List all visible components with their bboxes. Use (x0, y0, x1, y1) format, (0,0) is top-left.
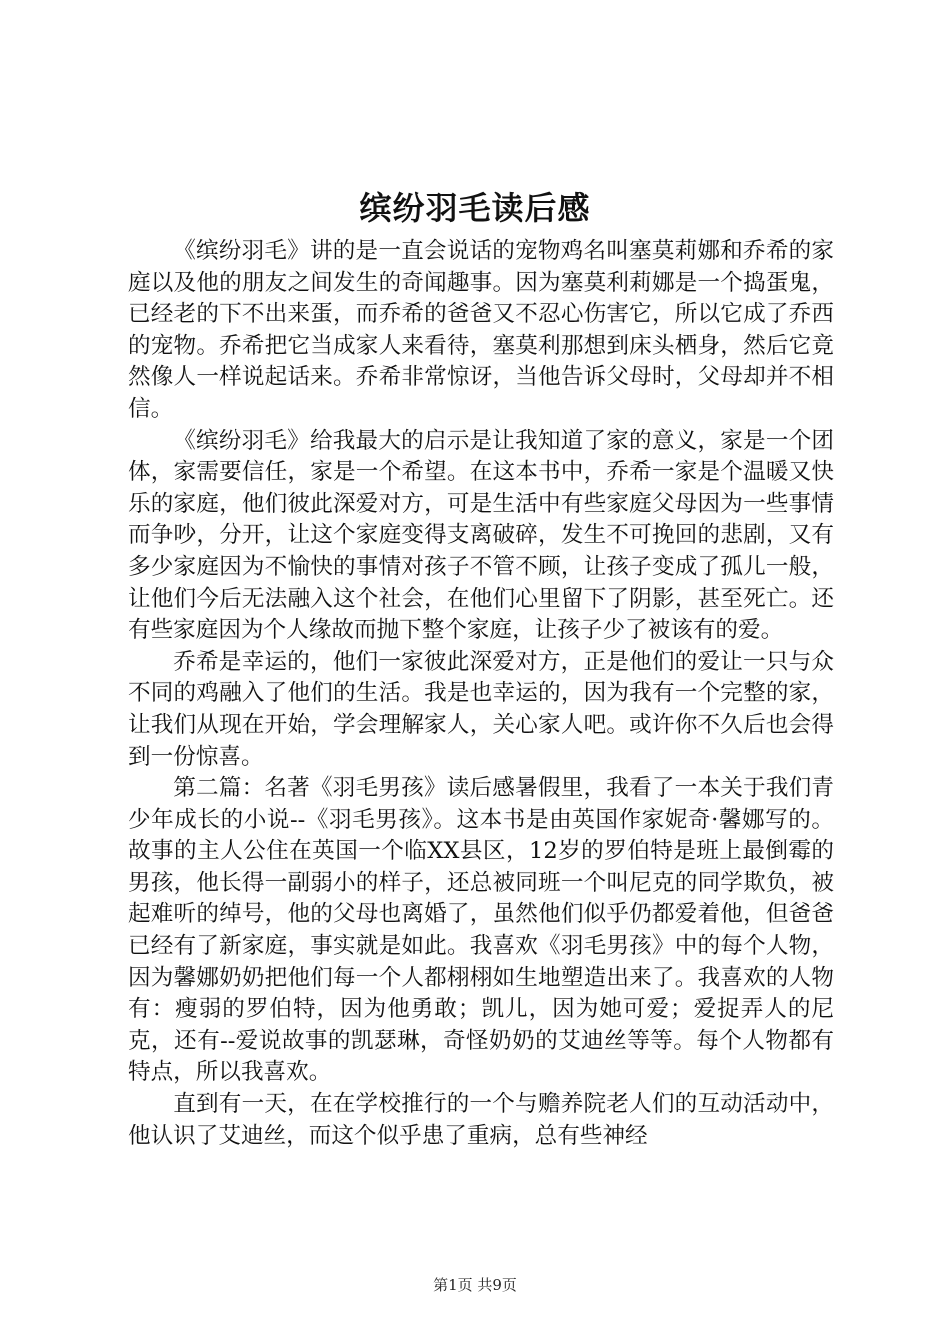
paragraph-3: 乔希是幸运的，他们一家彼此深爱对方，正是他们的爱让一只与众不同的鸡融入了他们的生活。我是也幸运的，因为我有一个完整的家，让我们从现在开始，学会理解家人，关心家人吧。或许你不久后也会得到一份惊喜。 (128, 648, 834, 770)
document-title: 缤纷羽毛读后感 (359, 189, 591, 227)
paragraph-5: 直到有一天，在在学校推行的一个与赡养院老人们的互动活动中，他认识了艾迪丝，而这个似乎患了重病，总有些神经 (128, 1091, 834, 1149)
paragraph-2: 《缤纷羽毛》给我最大的启示是让我知道了家的意义，家是一个团体，家需要信任，家是一个希望。在这本书中，乔希一家是个温暖又快乐的家庭，他们彼此深爱对方，可是生活中有些家庭父母因为一些事情而争吵，分开，让这个家庭变得支离破碎，发生不可挽回的悲剧，又有多少家庭因为不愉快的事情对孩子不管不顾，让孩子变成了孤儿一般，让他们今后无法融入这个社会，在他们心里留下了阴影，甚至死亡。还有些家庭因为个人缘故而抛下整个家庭，让孩子少了被该有的爱。 (128, 427, 834, 644)
document-body (128, 236, 834, 1152)
paragraph-1: 《缤纷羽毛》讲的是一直会说话的宠物鸡名叫塞莫莉娜和乔希的家庭以及他的朋友之间发生的奇闻趣事。因为塞莫利莉娜是一个捣蛋鬼，已经老的下不出来蛋，而乔希的爸爸又不忍心伤害它，所以它成了乔西的宠物。乔希把它当成家人来看待，塞莫利那想到床头栖身，然后它竟然像人一样说起话来。乔希非常惊讶，当他告诉父母时，父母却并不相信。 (128, 238, 834, 422)
page-number-footer: 第1页 共9页 (433, 1276, 517, 1294)
paragraph-4: 第二篇：名著《羽毛男孩》读后感暑假里，我看了一本关于我们青少年成长的小说--《羽毛男孩》。这本书是由英国作家妮奇·馨娜写的。故事的主人公住在英国一个临XX县区，12岁的罗伯特是班上最倒霉的男孩，他长得一副弱小的样子，还总被同班一个叫尼克的同学欺负，被起难听的绰号，他的父母也离婚了，虽然他们似乎仍都爱着他，但爸爸已经有了新家庭，事实就是如此。我喜欢《羽毛男孩》中的每个人物，因为馨娜奶奶把他们每一个人都栩栩如生地塑造出来了。我喜欢的人物有：瘦弱的罗伯特，因为他勇敢；凯儿，因为她可爱；爱捉弄人的尼克，还有--爱说故事的凯瑟琳，奇怪奶奶的艾迪丝等等。每个人物都有特点，所以我喜欢。 (128, 775, 834, 1086)
